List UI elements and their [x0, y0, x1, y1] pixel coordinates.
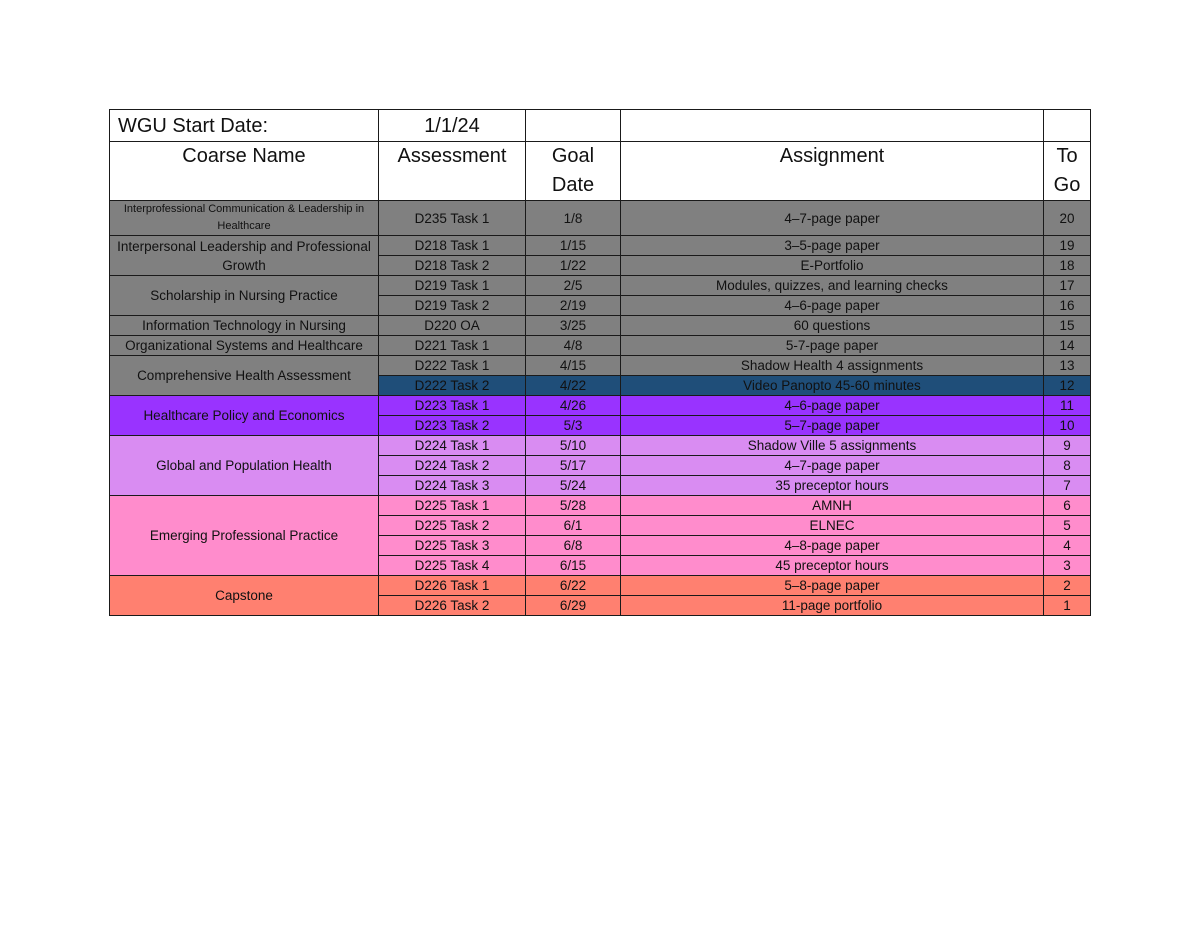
- to-go-cell: 20: [1044, 201, 1091, 236]
- assessment-cell: D235 Task 1: [379, 201, 526, 236]
- to-go-cell: 17: [1044, 276, 1091, 296]
- assessment-cell: D225 Task 3: [379, 536, 526, 556]
- assessment-cell: D226 Task 1: [379, 576, 526, 596]
- assignment-cell: 11-page portfolio: [621, 596, 1044, 616]
- assignment-cell: Modules, quizzes, and learning checks: [621, 276, 1044, 296]
- goal-date-cell: 6/22: [526, 576, 621, 596]
- assessment-cell: D222 Task 1: [379, 356, 526, 376]
- to-go-cell: 6: [1044, 496, 1091, 516]
- table-row: [110, 436, 1091, 456]
- to-go-cell: 5: [1044, 516, 1091, 536]
- goal-date-cell: 5/28: [526, 496, 621, 516]
- header-assignment: Assignment: [621, 142, 1044, 201]
- to-go-cell: 1: [1044, 596, 1091, 616]
- assessment-cell: D221 Task 1: [379, 336, 526, 356]
- course-name-cell: Global and Population Health: [110, 436, 379, 496]
- goal-date-cell: 4/8: [526, 336, 621, 356]
- empty-cell: [1044, 110, 1091, 142]
- course-name-cell: Interprofessional Communication & Leadership in Healthcare: [110, 201, 379, 236]
- assignment-cell: 4–7-page paper: [621, 201, 1044, 236]
- empty-cell: [621, 110, 1044, 142]
- assessment-cell: D225 Task 4: [379, 556, 526, 576]
- empty-cell: [526, 110, 621, 142]
- assignment-cell: 4–6-page paper: [621, 396, 1044, 416]
- assignment-cell: 5-7-page paper: [621, 336, 1044, 356]
- table-row: [110, 576, 1091, 596]
- assignment-cell: Shadow Ville 5 assignments: [621, 436, 1044, 456]
- assessment-cell: D219 Task 1: [379, 276, 526, 296]
- goal-date-cell: 6/8: [526, 536, 621, 556]
- to-go-cell: 18: [1044, 256, 1091, 276]
- assignment-cell: 3–5-page paper: [621, 236, 1044, 256]
- to-go-cell: 10: [1044, 416, 1091, 436]
- table-row: [110, 276, 1091, 296]
- goal-date-cell: 5/24: [526, 476, 621, 496]
- assessment-cell: D224 Task 3: [379, 476, 526, 496]
- header-course-name: Coarse Name: [110, 142, 379, 201]
- table-row: [110, 236, 1091, 256]
- header-assessment: Assessment: [379, 142, 526, 201]
- goal-date-cell: 4/26: [526, 396, 621, 416]
- to-go-cell: 9: [1044, 436, 1091, 456]
- assignment-cell: 4–6-page paper: [621, 296, 1044, 316]
- assessment-cell: D218 Task 2: [379, 256, 526, 276]
- to-go-cell: 14: [1044, 336, 1091, 356]
- assessment-cell: D225 Task 2: [379, 516, 526, 536]
- course-name-cell: Interpersonal Leadership and Professional Growth: [110, 236, 379, 276]
- course-name-cell: Comprehensive Health Assessment: [110, 356, 379, 396]
- assignment-cell: 4–7-page paper: [621, 456, 1044, 476]
- to-go-cell: 16: [1044, 296, 1091, 316]
- assessment-cell: D223 Task 2: [379, 416, 526, 436]
- goal-date-cell: 4/22: [526, 376, 621, 396]
- header-goal-date: Goal Date: [526, 142, 621, 201]
- course-name-cell: Information Technology in Nursing: [110, 316, 379, 336]
- start-date-value: 1/1/24: [379, 110, 526, 142]
- goal-date-cell: 6/15: [526, 556, 621, 576]
- assessment-cell: D218 Task 1: [379, 236, 526, 256]
- assignment-cell: 35 preceptor hours: [621, 476, 1044, 496]
- to-go-cell: 12: [1044, 376, 1091, 396]
- table-row: [110, 496, 1091, 516]
- assessment-cell: D223 Task 1: [379, 396, 526, 416]
- goal-date-cell: 1/22: [526, 256, 621, 276]
- assignment-cell: ELNEC: [621, 516, 1044, 536]
- to-go-cell: 11: [1044, 396, 1091, 416]
- assessment-cell: D219 Task 2: [379, 296, 526, 316]
- assessment-cell: D225 Task 1: [379, 496, 526, 516]
- to-go-cell: 4: [1044, 536, 1091, 556]
- to-go-cell: 3: [1044, 556, 1091, 576]
- assessment-cell: D220 OA: [379, 316, 526, 336]
- assignment-cell: AMNH: [621, 496, 1044, 516]
- table-row: [110, 201, 1091, 236]
- goal-date-cell: 2/19: [526, 296, 621, 316]
- assignment-cell: E-Portfolio: [621, 256, 1044, 276]
- goal-date-cell: 6/29: [526, 596, 621, 616]
- goal-date-cell: 5/3: [526, 416, 621, 436]
- assessment-cell: D224 Task 2: [379, 456, 526, 476]
- table-row: [110, 356, 1091, 376]
- assignment-cell: 5–8-page paper: [621, 576, 1044, 596]
- to-go-cell: 19: [1044, 236, 1091, 256]
- to-go-cell: 7: [1044, 476, 1091, 496]
- course-name-cell: Organizational Systems and Healthcare: [110, 336, 379, 356]
- assignment-cell: 60 questions: [621, 316, 1044, 336]
- goal-date-cell: 5/10: [526, 436, 621, 456]
- goal-date-cell: 3/25: [526, 316, 621, 336]
- assignment-cell: 4–8-page paper: [621, 536, 1044, 556]
- to-go-cell: 15: [1044, 316, 1091, 336]
- assignment-cell: Shadow Health 4 assignments: [621, 356, 1044, 376]
- course-name-cell: Scholarship in Nursing Practice: [110, 276, 379, 316]
- assessment-cell: D222 Task 2: [379, 376, 526, 396]
- course-name-cell: Emerging Professional Practice: [110, 496, 379, 576]
- assignment-cell: 5–7-page paper: [621, 416, 1044, 436]
- header-to-go: To Go: [1044, 142, 1091, 201]
- goal-date-cell: 6/1: [526, 516, 621, 536]
- table-row: [110, 336, 1091, 356]
- assessment-cell: D224 Task 1: [379, 436, 526, 456]
- assessment-cell: D226 Task 2: [379, 596, 526, 616]
- goal-date-cell: 4/15: [526, 356, 621, 376]
- table-row: [110, 396, 1091, 416]
- goal-date-cell: 1/8: [526, 201, 621, 236]
- to-go-cell: 13: [1044, 356, 1091, 376]
- to-go-cell: 2: [1044, 576, 1091, 596]
- start-date-label: WGU Start Date:: [110, 110, 379, 142]
- course-name-cell: Capstone: [110, 576, 379, 616]
- start-date-row: [110, 110, 1091, 142]
- table-row: [110, 316, 1091, 336]
- goal-date-cell: 1/15: [526, 236, 621, 256]
- assignment-cell: Video Panopto 45-60 minutes: [621, 376, 1044, 396]
- to-go-cell: 8: [1044, 456, 1091, 476]
- header-row: [110, 142, 1091, 201]
- assignment-cell: 45 preceptor hours: [621, 556, 1044, 576]
- course-name-cell: Healthcare Policy and Economics: [110, 396, 379, 436]
- goal-date-cell: 5/17: [526, 456, 621, 476]
- course-schedule-table: [109, 109, 1091, 616]
- goal-date-cell: 2/5: [526, 276, 621, 296]
